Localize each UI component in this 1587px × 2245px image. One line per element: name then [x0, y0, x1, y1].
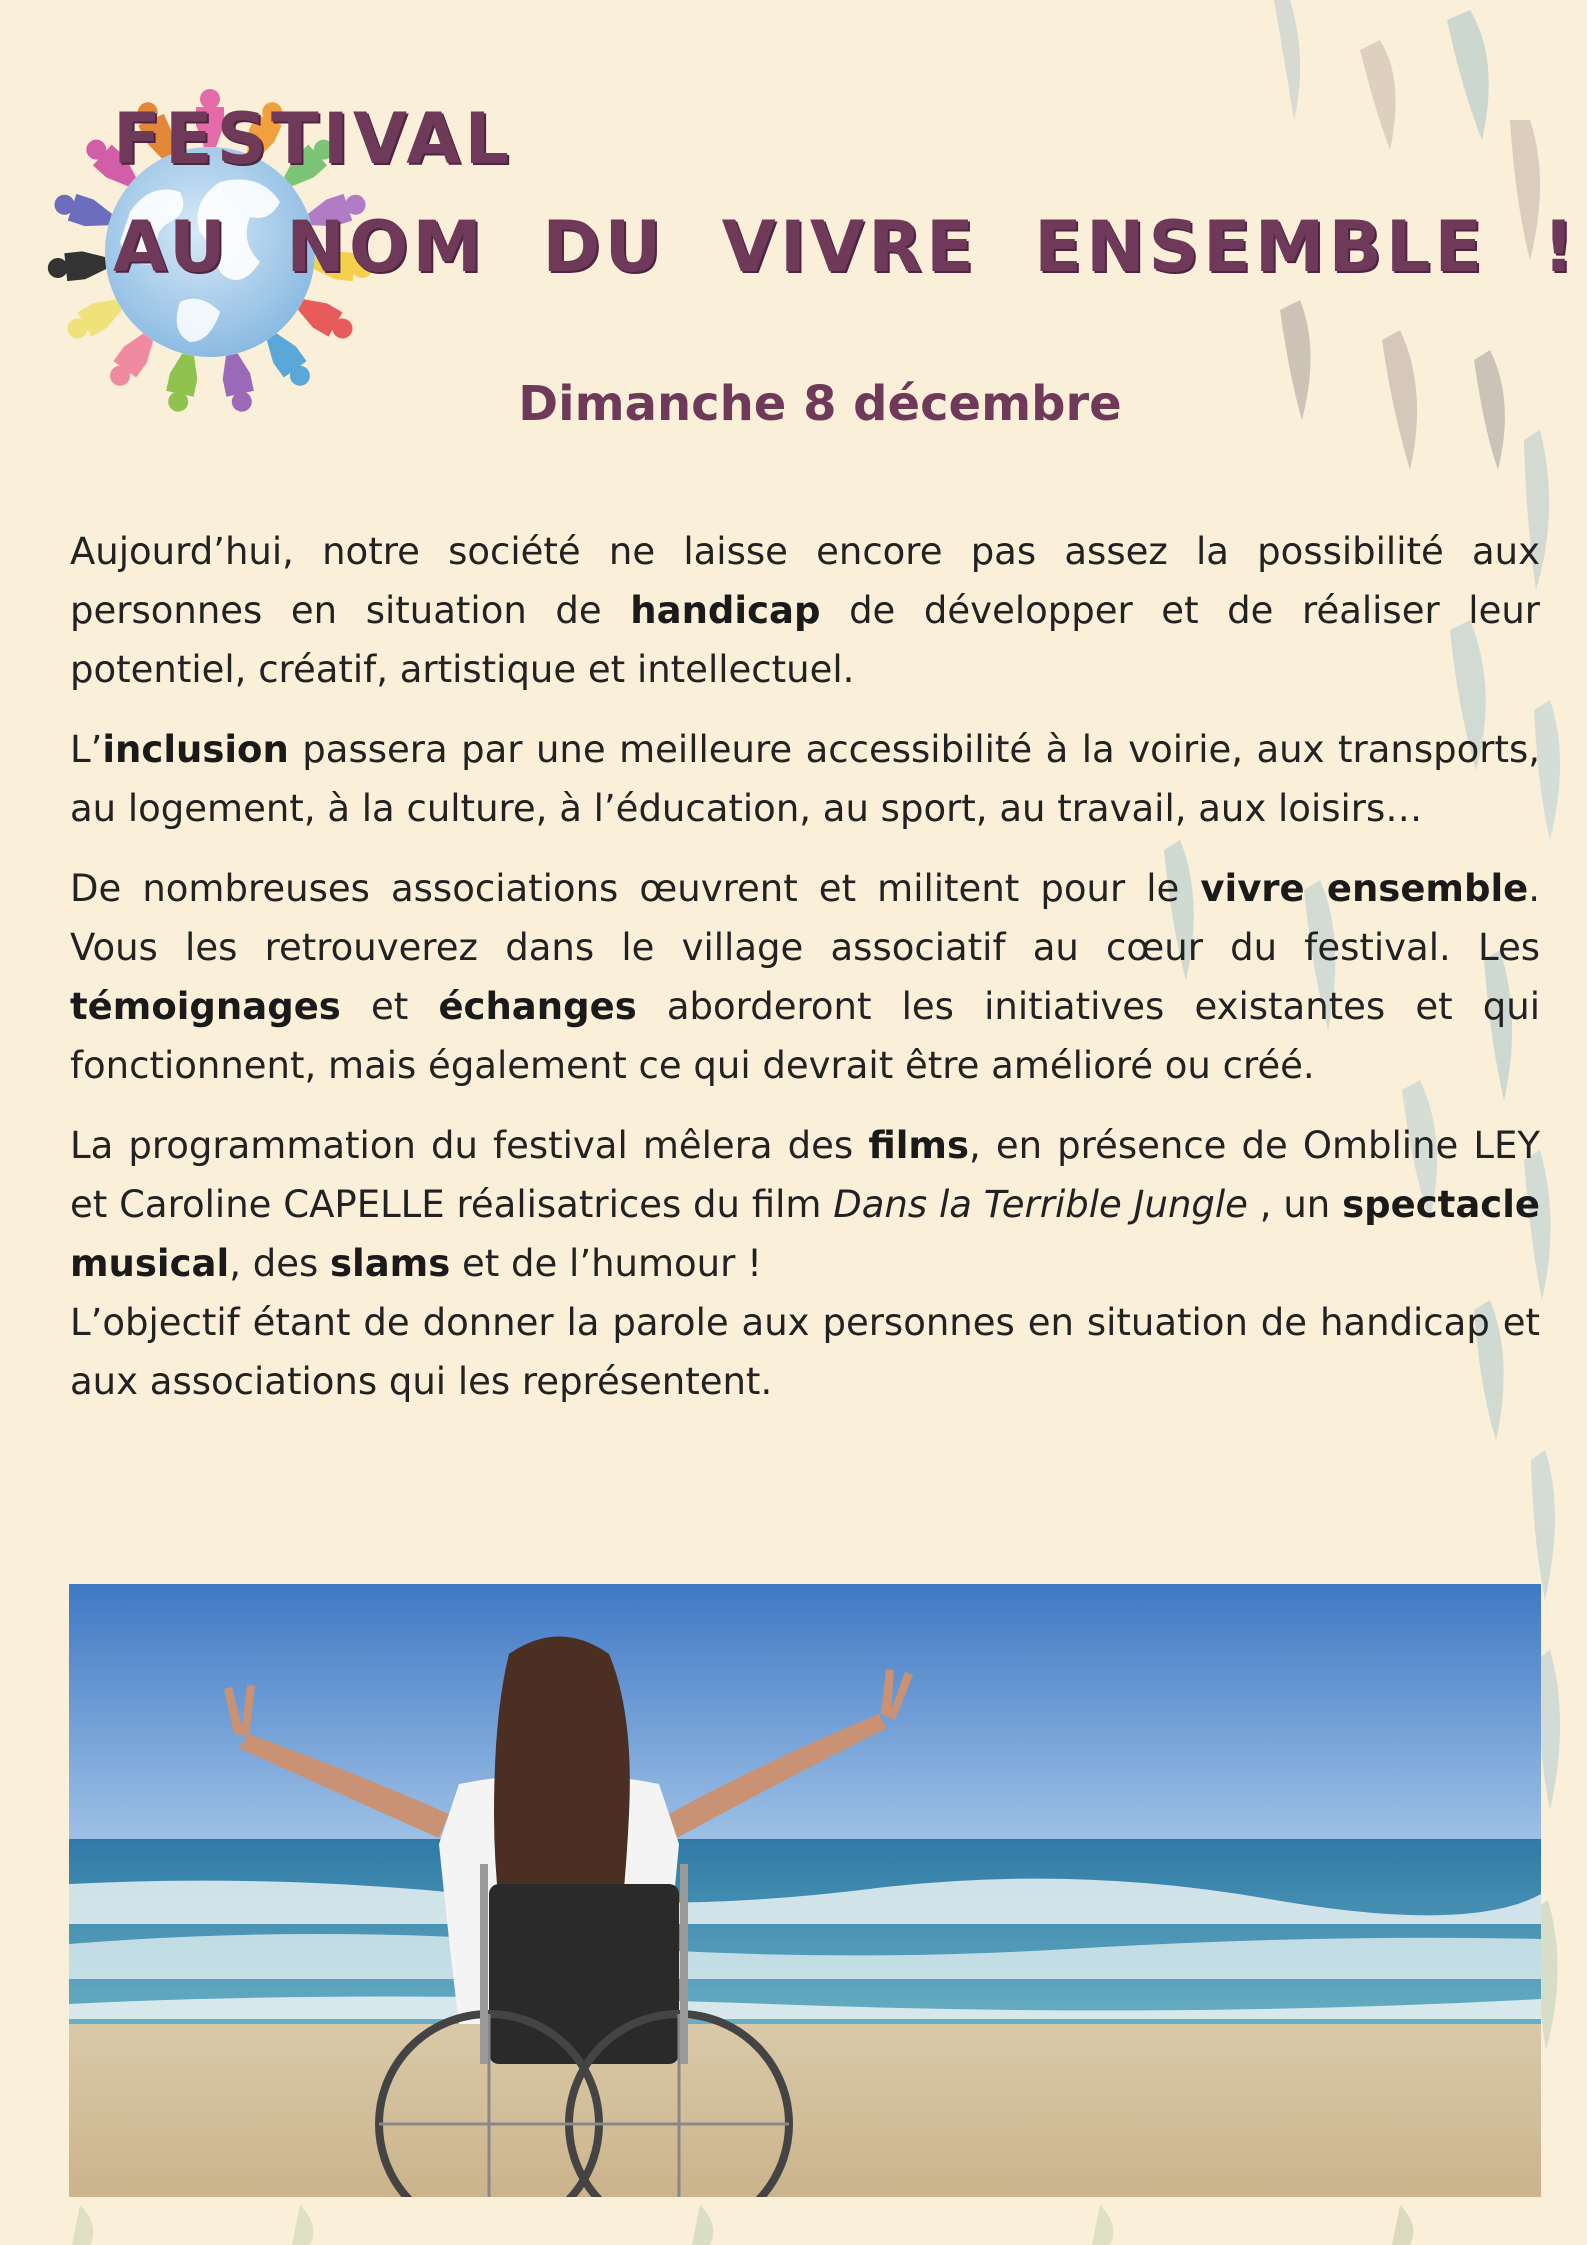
paragraph-3 — [70, 859, 1540, 1095]
bold-keyword: échanges — [438, 985, 637, 1028]
text-span: L’ — [70, 728, 103, 771]
text-span: aborderont les initiatives existantes et qui fonctionnent, mais également ce qui devrait être amélioré ou créé. — [70, 985, 1541, 1087]
text-span: et de l’humour ! — [450, 1242, 762, 1285]
text-span: La programmation du festival mêlera des — [70, 1124, 869, 1167]
bold-keyword: inclusion — [102, 728, 289, 771]
festival-subtitle: AU NOM DU VIVRE ENSEMBLE ! — [113, 206, 1579, 288]
text-span: de développer et de réaliser leur potentiel, créatif, artistique et intellectuel. — [70, 589, 1540, 691]
event-date: Dimanche 8 décembre — [518, 376, 1122, 432]
text-span: , en présence de Ombline LEY et Caroline CAPELLE réalisatrices du film — [70, 1124, 1540, 1226]
text-span: , des — [229, 1242, 330, 1285]
text-span: De nombreuses associations œuvrent et militent pour le — [70, 867, 1201, 910]
bold-keyword: slams — [330, 1242, 451, 1285]
festival-title: FESTIVAL — [113, 98, 514, 180]
woman-in-wheelchair-at-beach-photo — [69, 1584, 1541, 2197]
bold-keyword: handicap — [630, 589, 821, 632]
flyer-body — [70, 522, 1540, 1432]
text-span: Aujourd’hui, notre société ne laisse encore pas assez la possibilité aux personnes en situation de — [70, 530, 1540, 632]
text-span: passera par une meilleure accessibilité à la voirie, aux transports, au logement, à la culture, à l’éducation, au sport, au travail, aux loisirs… — [70, 728, 1540, 830]
bold-keyword: films — [868, 1124, 969, 1167]
paragraph-1 — [70, 522, 1540, 699]
bold-keyword: témoignages — [70, 985, 341, 1028]
film-title: Dans la Terrible Jungle — [833, 1183, 1248, 1226]
bold-keyword: vivre ensemble — [1200, 867, 1529, 910]
paragraph-4 — [70, 1116, 1540, 1293]
text-span: , un — [1247, 1183, 1343, 1226]
paragraph-5: L’objectif étant de donner la parole aux personnes en situation de handicap et aux associations qui les représentent. — [70, 1301, 1540, 1403]
bold-keyword: spectacle musical — [70, 1183, 1540, 1285]
paragraph-2 — [70, 720, 1540, 838]
text-span: . Vous les retrouverez dans le village associatif au cœur du festival. Les — [70, 867, 1540, 969]
text-span: et — [340, 985, 439, 1028]
